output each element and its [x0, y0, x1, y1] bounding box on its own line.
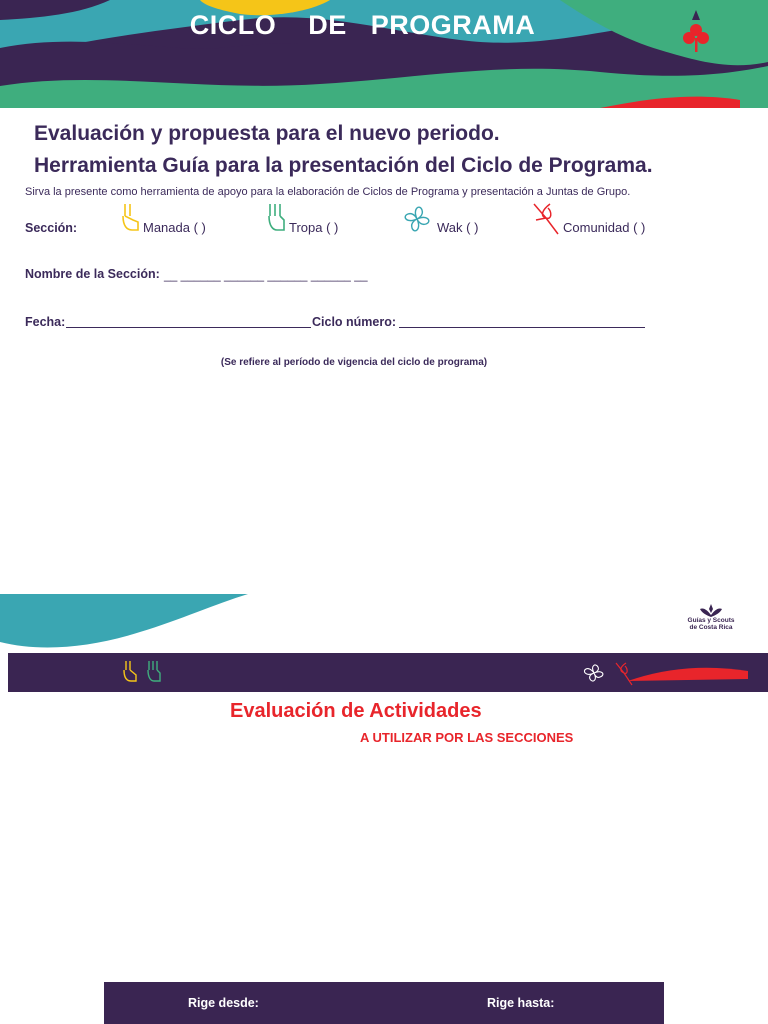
tropa-hand-icon-small — [146, 659, 162, 685]
seccion-label: Sección: — [25, 221, 78, 235]
teal-wave-decoration — [0, 592, 250, 654]
section-divider-bar — [8, 653, 768, 692]
vigencia-note: (Se refiere al período de vigencia del ciclo de programa) — [220, 357, 488, 368]
ciclo-numero-input-line[interactable] — [399, 327, 645, 328]
rige-hasta-label: Rige hasta: — [487, 996, 555, 1010]
option-manada[interactable]: Manada ( ) — [143, 220, 206, 235]
trefoil-icon — [676, 8, 716, 54]
fecha-label: Fecha: — [25, 315, 66, 329]
fecha-input-line[interactable] — [66, 327, 311, 328]
page-title-line1: Evaluación y propuesta para el nuevo periodo. — [34, 122, 500, 145]
header-title: CICLO DE PROGRAMA — [189, 10, 536, 40]
option-wak[interactable]: Wak ( ) — [437, 220, 479, 235]
header-banner — [0, 0, 768, 108]
wak-flower-icon — [400, 202, 434, 236]
rige-desde-label: Rige desde: — [188, 996, 259, 1010]
page-title-line2: Herramienta Guía para la presentación del Ciclo de Programa. — [34, 154, 653, 177]
nombre-seccion-label: Nombre de la Sección: — [25, 267, 160, 281]
manada-hand-icon — [120, 202, 142, 234]
evaluacion-title: Evaluación de Actividades — [230, 700, 482, 722]
comunidad-knot-icon — [528, 200, 562, 236]
ciclo-numero-label: Ciclo número: — [312, 315, 397, 329]
option-tropa[interactable]: Tropa ( ) — [289, 220, 339, 235]
logo-text — [683, 617, 739, 631]
intro-text: Sirva la presente como herramienta de apoyo para la elaboración de Ciclos de Programa y presentación a Juntas de Grupo. — [25, 186, 631, 198]
manada-hand-icon-small — [122, 659, 138, 685]
evaluacion-subtitle: A UTILIZAR POR LAS SECCIONES — [360, 730, 574, 745]
nombre-seccion-blank[interactable]: __ ______ ______ ______ ______ __ — [164, 268, 368, 282]
tropa-hand-icon — [266, 202, 288, 234]
option-comunidad[interactable]: Comunidad ( ) — [563, 220, 646, 235]
wak-comunidad-icons-small — [568, 659, 748, 689]
logo-text-line2: de Costa Rica — [689, 624, 733, 631]
logo-text-line1: Guías y Scouts — [687, 617, 735, 624]
